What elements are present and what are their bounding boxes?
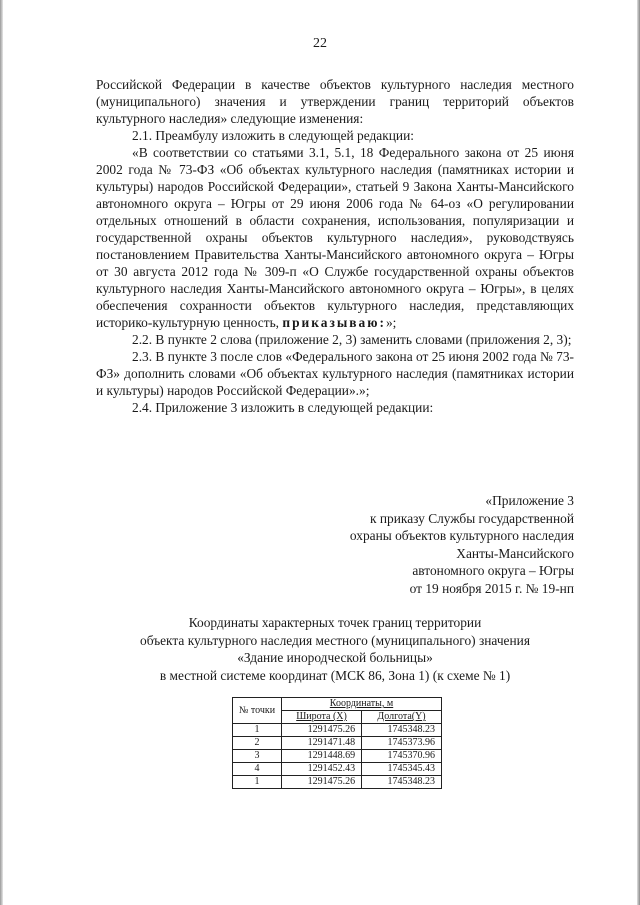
- preamble-end: »;: [385, 315, 397, 330]
- paragraph-2-3: 2.3. В пункте 3 после слов «Федерального закона от 25 июня 2002 года № 73-ФЗ» дополнить словами «Об объектах культурного наследия (памятниках истории и культуры) народов Российской Федерации».»;: [96, 349, 574, 398]
- paragraph-2-1: 2.1. Преамбулу изложить в следующей редакции:: [132, 128, 414, 143]
- cell-y: 1745348.23: [362, 776, 442, 789]
- header-point: № точки: [233, 698, 282, 724]
- cell-x: 1291448.69: [282, 750, 362, 763]
- page-number: 22: [313, 36, 327, 51]
- cell-x: 1291471.48: [282, 737, 362, 750]
- appendix-line: охраны объектов культурного наследия: [349, 528, 574, 543]
- order-word: приказываю:: [282, 315, 386, 330]
- cell-point: 4: [233, 763, 282, 776]
- cell-y: 1745345.43: [362, 763, 442, 776]
- header-longitude: Долгота(Y): [362, 711, 442, 724]
- cell-x: 1291452.43: [282, 763, 362, 776]
- cell-point: 3: [233, 750, 282, 763]
- appendix-line: к приказу Службы государственной: [370, 510, 574, 526]
- appendix-reference: [350, 492, 574, 597]
- scan-edge-left: [0, 0, 3, 905]
- cell-point: 1: [233, 724, 282, 737]
- table-row: [233, 750, 442, 763]
- paragraph-2-2: 2.2. В пункте 2 слова (приложение 2, 3) заменить словами (приложения 2, 3);: [132, 332, 572, 347]
- coordinates-table: [232, 697, 442, 789]
- cell-point: 1: [233, 776, 282, 789]
- title-line: в местной системе координат (МСК 86, Зона 1) (к схеме № 1): [159, 667, 511, 683]
- appendix-line: автономного округа – Югры: [412, 563, 574, 578]
- table-row: [233, 763, 442, 776]
- cell-x: 1291475.26: [282, 776, 362, 789]
- cell-point: 2: [233, 737, 282, 750]
- paragraph-preamble: [96, 144, 574, 331]
- coordinates-title: [96, 614, 574, 684]
- appendix-line: «Приложение 3: [485, 493, 574, 508]
- table-row: [233, 737, 442, 750]
- title-line: «Здание инородческой больницы»: [237, 650, 433, 665]
- table-row: [233, 724, 442, 737]
- preamble-text: «В соответствии со статьями 3.1, 5.1, 18 Федерального закона от 25 июня 2002 года № 73-ФЗ «Об объектах культурного наследия (памятниках истории и культуры) народов Российской Федерации», статьей 9 Закона Ханты-Мансийского автономного округа – Югры от 29 июня 2006 года № 64-оз «О регулировании отдельных отношений в области сохранения, использования, популяризации и государственной охраны объектов культурного наследия», руководствуясь постановлением Правительства Ханты-Мансийского автономного округа – Югры от 30 августа 2012 года № 309-п «О Службе государственной охраны объектов культурного наследия Ханты-Мансийского автономного округа – Югры», в целях обеспечения сохранности объектов культурного наследия, представляющих историко-культурную ценность,: [96, 145, 574, 330]
- title-line: Координаты характерных точек границ территории: [188, 615, 482, 630]
- cell-x: 1291475.26: [282, 724, 362, 737]
- table-row: [233, 776, 442, 789]
- cell-y: 1745348.23: [362, 724, 442, 737]
- paragraph-continuation: Российской Федерации в качестве объектов культурного наследия местного (муниципального) значения и утверждении границ территорий объектов культурного наследия» следующие изменения:: [96, 77, 574, 126]
- appendix-line: Ханты-Мансийского: [456, 545, 574, 561]
- header-latitude: Широта (X): [282, 711, 362, 724]
- title-line: объекта культурного наследия местного (муниципального) значения: [140, 632, 530, 648]
- paragraph-2-4: 2.4. Приложение 3 изложить в следующей редакции:: [132, 400, 434, 415]
- cell-y: 1745373.96: [362, 737, 442, 750]
- table-header-row: [233, 698, 442, 711]
- body-text: [96, 76, 574, 416]
- cell-y: 1745370.96: [362, 750, 442, 763]
- appendix-line: от 19 ноября 2015 г. № 19-нп: [409, 580, 574, 596]
- header-coordinates: Координаты, м: [282, 698, 442, 711]
